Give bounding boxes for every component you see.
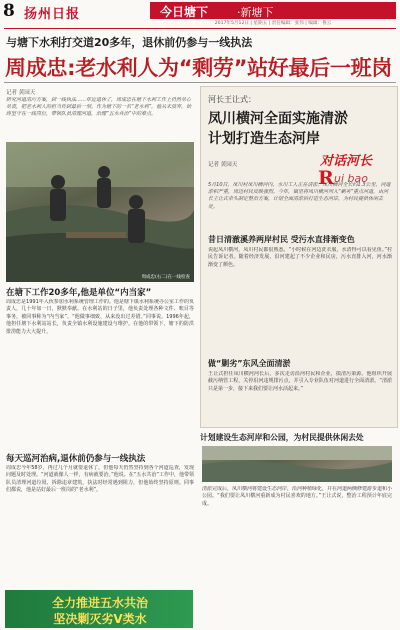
- page-number: 8: [3, 1, 15, 21]
- lead-intro: 研究河道清污方案，到一线执法……年近退休了，周成忠在塘下水利工作上仍然尽心尽责，把老水利人的担当传到最后一刻。作为塘下的一名“老水利”，他从未放弃，始终坚守在一线岗位，带领队员清理河道，治理“五水共治”中的难点。: [6, 97, 192, 118]
- interview-section1-title: 昔日清澈溪养两岸村民 受污水直排渐变色: [208, 235, 355, 244]
- interview-section2-text: 王让式担任凤川横河河长后，多次走访沿河村民和企业，摸清污染源。他组织开展截污纳管工程，关停沿河违规排污点，并引入专业队伍对河道进行全面清淤。“清淤只是第一步，接下来我们要让河水活起来。”: [208, 371, 392, 392]
- lead-section1-title: 在塘下工作20多年,他是单位“内当家”: [6, 288, 152, 298]
- interview-title-line1: 凤川横河全面实施清淤: [208, 111, 348, 127]
- section-title: 今日塘下: [160, 5, 209, 19]
- dialogue-logo-pinyin: ui bao: [334, 172, 368, 185]
- lead-section2-text: 周成忠今年58岁，再过几个月就要退休了。但他每天仍然坚持到各个河道巡查，发现问题及时处理。“河道就像人一样，有病就要治。”他说。在“五水共治”工作中，他带领队员清理河道垃圾、拆除违章建筑，执法时经常遇到阻力，但他始终坚持原则。同事们都说，他是站好最后一班岗的“老水利”。: [6, 465, 194, 494]
- lead-subtitle: 与塘下水利打交道20多年，退休前仍参与一线执法: [6, 36, 253, 49]
- interview-reporter: [208, 160, 237, 168]
- lead-section1-text: 周成忠是1991年入伙参加水利系统管理工作的。他是塘下镇水利系统办公室工作的负责人，几十年如一日，默默奉献。在水利站的日子里，他负责处理各种文件、账目等事务，被同事称为“内当家”。“他做事细致，从来没出过差错。”同事说。1996年起，他担任塘下水利站站长，负责全镇水利设施建设与维护。在他的带领下，塘下的防洪排涝能力大大提升。: [6, 299, 194, 335]
- date-line: 2017年5月12日 | 星期五 | 责任编辑：张伟 | 编辑：鲁云: [214, 21, 332, 26]
- lead-section2-title: 每天巡河治病,退休前仍参与一线执法: [6, 454, 146, 464]
- reporter-name: 黄园天: [18, 90, 36, 96]
- lead-photo: [6, 142, 194, 282]
- river-photo-illustration: [202, 446, 392, 482]
- lead-reporter: [6, 88, 35, 96]
- interview-section3-text: 清淤完成后，凤川横河将建设生态河岸，沿河种植绿化，并在河道两侧修建游步道和小公园。“我们要让凤川横河重新成为村民喜欢的地方。”王让式说，整治工程预计年底完成。: [202, 486, 392, 507]
- section-subtitle: ·新塘下: [237, 6, 274, 19]
- banner-line1: 全力推进五水共治: [51, 596, 148, 610]
- reporter-label: 记者: [6, 90, 18, 96]
- interview-reporter-label: 记者: [208, 162, 220, 168]
- interview-section1-text: 说起凤川横河，凤川村民都很熟悉。“小时候在河边洗衣服，水清得可以看见鱼。”村民告诉记者。随着经济发展，沿河建起了不少企业和民房，污水直排入河，河水渐渐变了颜色。: [208, 247, 392, 268]
- lead-headline: 周成忠:老水利人为“剩劳”站好最后一班岗: [5, 56, 393, 80]
- river-photo: [202, 446, 392, 482]
- interview-reporter-name: 黄园天: [220, 162, 238, 168]
- dialogue-logo-r: R: [318, 167, 334, 189]
- interview-title-line2: 计划打造生态河岸: [208, 131, 320, 147]
- headline-divider: [4, 82, 396, 83]
- photo-caption: 周成忠(右二)在一线检查: [141, 275, 190, 280]
- interview-kicker: 河长王让式：: [208, 95, 256, 104]
- dialogue-logo-text: 对话河长: [320, 154, 373, 169]
- interview-section2-title: 做“剿劣”东风全面清淤: [208, 359, 291, 368]
- top-divider: [4, 28, 396, 29]
- newspaper-name: 扬州日报: [24, 7, 81, 22]
- interview-section3-title: 计划建设生态河岸和公园，为村民提供休闲去处: [200, 433, 364, 442]
- interview-intro: 5月10日，凤川村凤川横河内，水川工人正在清淤。凤川横河全长约1.3公里，河道淤积严重，周边村民反映强烈。今年，镇里将凤川横河列入“剿劣”重点河道，由河长王让式牵头制定整治方案，计划全面清淤后打造生态河岸，为村民提供休闲去处。: [208, 182, 391, 210]
- banner-line2: 坚决剿灭劣V类水: [53, 612, 147, 626]
- lead-photo-illustration: [6, 142, 194, 282]
- page-header: [0, 0, 400, 22]
